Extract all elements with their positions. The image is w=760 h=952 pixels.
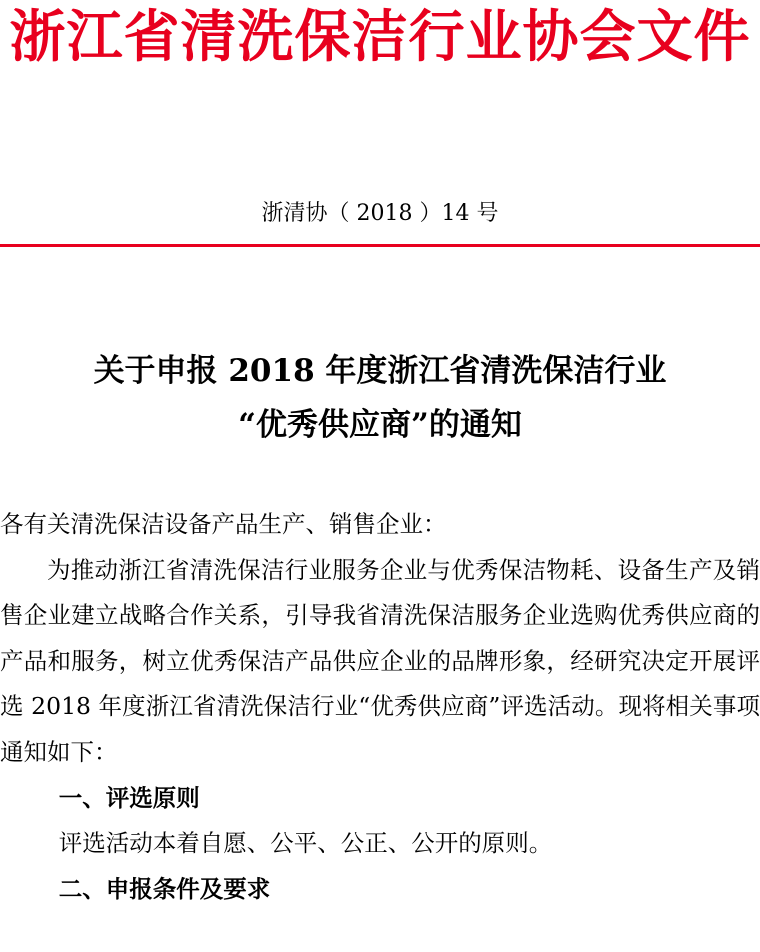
notice-title-line-1: 关于申报 2018 年度浙江省清洗保洁行业 [93, 353, 667, 389]
section-1-heading: 一、评选原则 [58, 783, 200, 812]
red-divider-line [0, 244, 760, 247]
org-header-title: 浙江省清洗保洁行业协会文件 [9, 4, 751, 70]
document-body [0, 502, 760, 912]
notice-title [0, 344, 760, 452]
salutation: 各有关清洗保洁设备产品生产、销售企业： [0, 510, 447, 538]
section-2-heading: 二、申报条件及要求 [58, 874, 271, 903]
notice-title-line-2: “优秀供应商”的通知 [238, 407, 522, 443]
section-1-text: 评选活动本着自愿、公平、公正、公开的原则。 [58, 829, 553, 858]
document-number: 浙清协（ 2018 ）14 号 [261, 201, 499, 226]
intro-paragraph: 为推动浙江省清洗保洁行业服务企业与优秀保洁物耗、设备生产及销售企业建立战略合作关系，引导我省清洗保洁服务企业选购优秀供应商的产品和服务，树立优秀保洁产品供应企业的品牌形象，经研究决定开展评选 2018 年度浙江省清洗保洁行业“优秀供应商”评选活动。现将相关事项通知如下： [0, 555, 760, 766]
